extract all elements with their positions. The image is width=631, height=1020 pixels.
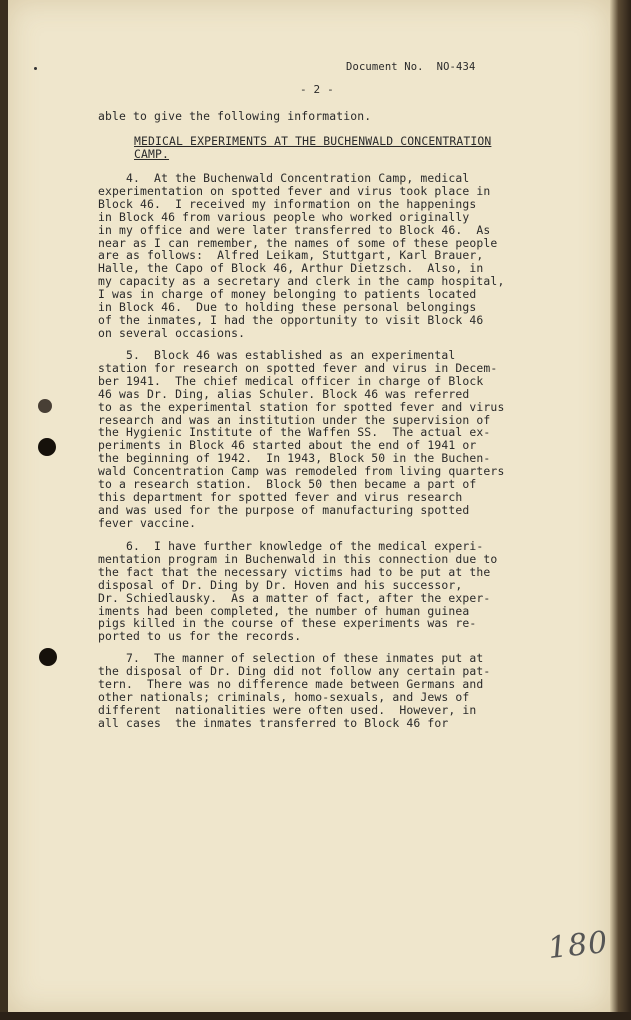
paragraph-5: 5. Block 46 was established as an experimental station for research on spotted fever and virus in Decem- ber 1941. The chief medical officer in charge of Block 46 was Dr. Ding, alias Schuler. Block 46 was referred to as the experimental station for spotted fever and virus research and was an institution under the supervision of the Hygienic Institute of the Waffen SS. The actual ex- periments in Block 46 started about the end of 1941 or the beginning of 1942. In 1943, Block 50 in the Buchen- wald Concentration Camp was remodeled from living quarters to a research station. Block 50 then became a part of this department for spotted fever and virus research and was used for the purpose of manufacturing spotted fever vaccine.	[98, 348, 505, 530]
page-edge	[610, 0, 631, 1020]
punch-hole-lower	[39, 648, 57, 666]
handwritten-page-number: 180	[546, 924, 610, 967]
paragraph-6: 6. I have further knowledge of the medical experi- mentation program in Buchenwald in this connection due to the fact that the necessary victims had to be put at the disposal of Dr. Ding by Dr. Hoven and his successor, Dr. Schiedlausky. As a matter of fact, after the exper- iments had been completed, the number of human guinea pigs killed in the course of these experiments was re- ported to us for the records.	[98, 539, 498, 644]
paragraph-7: 7. The manner of selection of these inmates put at the disposal of Dr. Ding did not follow any certain pat- tern. There was no difference made between Germans and other nationals; criminals, homo-sexuals, and Jews of different nationalities were often used. However, in all cases the inmates transferred to Block 46 for	[98, 651, 491, 730]
document-page	[8, 0, 610, 1012]
intro-line: able to give the following information.	[98, 109, 372, 123]
punch-hole-upper	[38, 438, 56, 456]
document-number: Document No. NO-434	[346, 61, 476, 73]
paragraph-4: 4. At the Buchenwald Concentration Camp, medical experimentation on spotted fever and virus took place in Block 46. I received my information on the happenings in Block 46 from various people who worked originally in my office and were later transferred to Block 46. As near as I can remember, the names of some of these people are as follows: Alfred Leikam, Stuttgart, Karl Brauer, Halle, the Capo of Block 46, Arthur Dietzsch. Also, in my capacity as a secretary and clerk in the camp hospital, I was in charge of money belonging to patients located in Block 46. Due to holding these personal belongings of the inmates, I had the opportunity to visit Block 46 on several occasions.	[98, 171, 505, 340]
punch-hole-smudge	[38, 399, 52, 413]
bottom-edge	[0, 1012, 631, 1020]
ink-speck	[34, 67, 37, 70]
page-number: - 2 -	[300, 83, 334, 96]
section-heading: MEDICAL EXPERIMENTS AT THE BUCHENWALD CONCENTRATION CAMP.	[134, 134, 492, 161]
